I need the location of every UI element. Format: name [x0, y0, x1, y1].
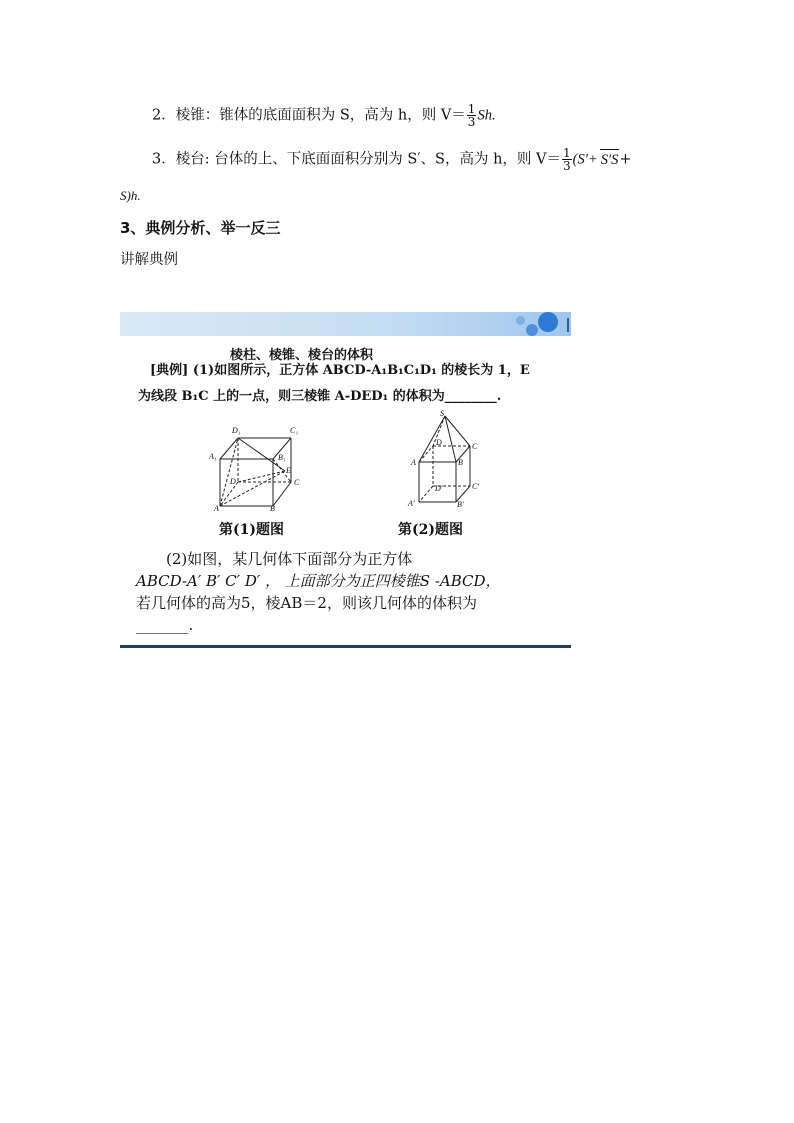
square-root: S′S: [600, 149, 620, 170]
question-2-line-2: ABCD-A′ B′ C′ D′ ， 上面部分为正四棱锥S -ABCD，: [136, 572, 501, 590]
figure-1-labels: [202, 416, 312, 513]
label-a: A: [411, 458, 416, 467]
question-2-line-1: (2)如图，某几何体下面部分为正方体: [166, 550, 413, 568]
label-b: B: [458, 458, 463, 467]
slide-bottom-rule: [120, 645, 571, 648]
question-1-line-2: 为线段 B₁C 上的一点，则三棱锥 A-DED₁ 的体积为________.: [138, 389, 502, 404]
question-2-line-3: 若几何体的高为5，棱AB＝2，则该几何体的体积为: [136, 594, 477, 612]
banner-dot-large: [538, 312, 558, 332]
label-d: D: [230, 477, 236, 486]
figure-2-labels: [405, 409, 485, 509]
label-c1: C₁: [290, 426, 299, 435]
label-c-prime: C′: [472, 482, 480, 491]
label-d: D: [436, 438, 442, 447]
slide-banner: [120, 312, 571, 336]
fraction-one-third: $\frac{1}{3}$: [563, 146, 571, 173]
label-c: C: [472, 442, 478, 451]
label-s: S: [440, 409, 444, 418]
label-c: C: [294, 478, 300, 487]
label-b1: B₁: [278, 453, 286, 462]
example-slide: [120, 312, 571, 650]
formula-pyramid: 2．棱锥：锥体的底面面积为 S，高为 h，则 V＝ $\frac{1}{3}$ Sh.: [152, 102, 496, 129]
question-1-line-1: [典例] (1)如图所示，正方体 ABCD-A₁B₁C₁D₁ 的棱长为 1，E: [150, 363, 530, 378]
fraction-one-third: $\frac{1}{3}$: [467, 102, 476, 129]
banner-edge: [567, 318, 569, 332]
label-a-prime: A′: [408, 499, 415, 508]
slide-title: 棱柱、棱锥、棱台的体积: [230, 348, 374, 363]
question-2-line-4: _______.: [136, 616, 194, 634]
section-heading: 3、典例分析、举一反三: [120, 219, 281, 237]
label-d1: D₁: [232, 426, 241, 435]
formula-frustum-continuation: S)h.: [120, 188, 141, 203]
formula-frustum: 3．棱台: 台体的上、下底面面积分别为 S′、S，高为 h，则 V＝ $\frac{1}{3}$ (S′+ S′S+: [152, 146, 632, 173]
banner-dot-small: [516, 316, 525, 325]
label-e: E: [286, 466, 291, 475]
section-subheading: 讲解典例: [120, 252, 178, 268]
label-a1: A₁: [209, 452, 217, 461]
label-b: B: [270, 504, 275, 513]
label-d-prime: D′: [435, 484, 443, 493]
figure-1-caption: 第(1)题图: [219, 522, 284, 538]
banner-dot-medium: [526, 324, 538, 336]
label-a: A: [214, 504, 219, 513]
label-b-prime: B′: [457, 500, 464, 509]
figure-2-caption: 第(2)题图: [398, 522, 463, 538]
